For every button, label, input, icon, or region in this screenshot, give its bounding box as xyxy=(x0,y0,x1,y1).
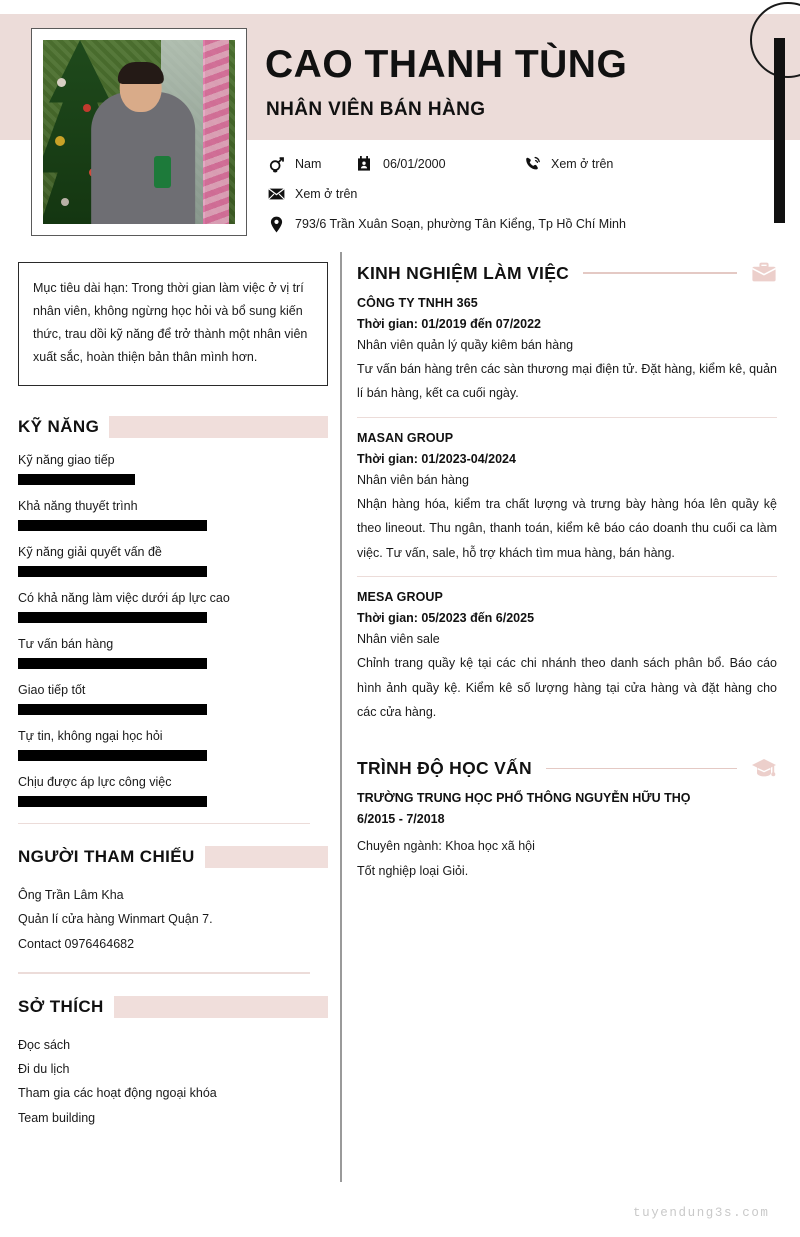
photo-person-hair xyxy=(118,62,164,84)
skill-item xyxy=(18,637,328,669)
skills-heading-label: KỸ NĂNG xyxy=(18,416,100,436)
skill-item xyxy=(18,683,328,715)
objective-text: Mục tiêu dài hạn: Trong thời gian làm việc ở vị trí nhân viên, không ngừng học hỏi và bổ sung kiến thức, trau dồi kỹ năng để trở thành một nhân viên xuất sắc, hoàn thiện bản thân mình hơn. xyxy=(33,281,308,365)
contact-email-text: Xem ở trên xyxy=(295,187,358,201)
contact-row xyxy=(266,185,766,203)
skill-bar-fill xyxy=(18,658,207,669)
photo-ornament xyxy=(83,104,91,112)
list-item: Ông Trần Lâm Kha xyxy=(18,888,124,902)
photo-ornament xyxy=(61,198,69,206)
list-item: Đọc sách xyxy=(18,1037,71,1052)
experience-time: Thời gian: 05/2023 đến 6/2025 xyxy=(357,611,535,626)
experience-description: Chỉnh trang quầy kệ tại các chi nhánh theo danh sách phân bổ. Báo cáo hình ảnh quầy kệ. Kiểm kê số lượng hàng tại cửa hàng và đặt hàng cho các cửa hàng. xyxy=(357,656,777,719)
entry-separator xyxy=(357,576,777,577)
briefcase-icon xyxy=(751,262,777,284)
education-heading xyxy=(357,757,777,779)
profile-photo-frame xyxy=(31,28,247,236)
education-time: 6/2015 - 7/2018 xyxy=(357,812,445,827)
contact-address xyxy=(266,215,626,233)
skill-bar-track xyxy=(18,704,207,715)
email-icon xyxy=(266,185,286,203)
skill-bar-fill xyxy=(18,750,207,761)
left-column xyxy=(18,262,328,1130)
phone-icon xyxy=(522,155,542,173)
list-item: Team building xyxy=(18,1110,96,1125)
skill-label: Tư vấn bán hàng xyxy=(18,636,114,651)
list-item: Tham gia các hoạt động ngoại khóa xyxy=(18,1086,217,1101)
skill-bar-track xyxy=(18,520,207,531)
education-heading-label: TRÌNH ĐỘ HỌC VẤN xyxy=(357,757,532,778)
photo-tinsel xyxy=(203,40,229,224)
section-separator xyxy=(18,972,310,974)
skills-heading xyxy=(18,414,328,440)
photo-ornament xyxy=(55,136,65,146)
entry-separator xyxy=(357,417,777,418)
skill-bar-track xyxy=(18,612,207,623)
skill-bar-track xyxy=(18,566,207,577)
skill-item xyxy=(18,499,328,531)
skill-bar-fill xyxy=(18,520,207,531)
vertical-bar-decoration-icon xyxy=(774,38,785,223)
experience-description: Tư vấn bán hàng trên các sàn thương mại điện tử. Đặt hàng, kiểm kê, quản lí bán hàng, kết ca cuối ngày. xyxy=(357,362,777,401)
experience-entry xyxy=(357,296,777,406)
skill-bar-fill xyxy=(18,704,207,715)
photo-drink-can xyxy=(154,156,171,188)
skill-label: Khả năng thuyết trình xyxy=(18,498,138,513)
experience-time: Thời gian: 01/2023-04/2024 xyxy=(357,451,516,466)
skill-item xyxy=(18,775,328,807)
section-separator xyxy=(18,823,310,825)
skill-bar-track xyxy=(18,658,207,669)
education-school: TRƯỜNG TRUNG HỌC PHỔ THÔNG NGUYỄN HỮU THỌ xyxy=(357,791,691,806)
experience-heading xyxy=(357,262,777,284)
contact-phone xyxy=(522,155,613,173)
contact-block xyxy=(266,155,766,233)
experience-heading-label: KINH NGHIỆM LÀM VIỆC xyxy=(357,262,570,283)
hobbies-heading-label: SỞ THÍCH xyxy=(18,996,104,1016)
reference-list xyxy=(18,883,328,956)
education-entry xyxy=(357,791,777,883)
experience-org: MASAN GROUP xyxy=(357,430,454,445)
skill-bar-track xyxy=(18,796,207,807)
contact-birthday xyxy=(354,155,522,173)
skill-bar-fill xyxy=(18,566,207,577)
skill-bar-fill xyxy=(18,796,207,807)
skill-item xyxy=(18,591,328,623)
photo-ornament xyxy=(57,78,66,87)
reference-heading xyxy=(18,844,328,870)
experience-role: Nhân viên bán hàng xyxy=(357,472,469,487)
skill-bar-track xyxy=(18,750,207,761)
watermark: tuyendung3s.com xyxy=(633,1206,770,1220)
reference-heading-label: NGƯỜI THAM CHIẾU xyxy=(18,847,195,866)
skill-label: Kỹ năng giao tiếp xyxy=(18,452,115,467)
experience-org: CÔNG TY TNHH 365 xyxy=(357,296,478,310)
skill-label: Có khả năng làm việc dưới áp lực cao xyxy=(18,590,230,605)
hobbies-list xyxy=(18,1033,328,1131)
heading-accent-block xyxy=(205,846,328,868)
list-item: Chuyên ngành: Khoa học xã hội xyxy=(357,839,535,854)
contact-birthday-text: 06/01/2000 xyxy=(383,157,446,171)
profile-photo xyxy=(43,40,235,224)
graduation-cap-icon xyxy=(751,757,777,779)
skill-item xyxy=(18,729,328,761)
heading-accent-block xyxy=(109,416,328,438)
page-title: CAO THANH TÙNG xyxy=(265,43,628,86)
skill-label: Tự tin, không ngại học hỏi xyxy=(18,728,163,743)
gender-icon xyxy=(266,155,286,173)
skill-label: Chịu được áp lực công việc xyxy=(18,774,172,789)
contact-gender-text: Nam xyxy=(295,157,322,171)
calendar-icon xyxy=(354,155,374,173)
contact-address-text: 793/6 Trần Xuân Soạn, phường Tân Kiểng, Tp Hồ Chí Minh xyxy=(295,217,626,231)
skill-item xyxy=(18,545,328,577)
experience-entry xyxy=(357,590,777,724)
experience-description: Nhận hàng hóa, kiểm tra chất lượng và trưng bày hàng hóa lên quầy kệ theo lineout. Thu ngân, thanh toán, kiểm kê báo cáo doanh thu cuối ca làm việc. Tư vấn, sale, hỗ trợ khách tìm mua hàng, bán hàng. xyxy=(357,496,777,560)
contact-phone-text: Xem ở trên xyxy=(551,157,614,171)
contact-email xyxy=(266,185,357,203)
heading-rule xyxy=(546,768,737,769)
skill-bar-fill xyxy=(18,474,135,485)
skill-bar-track xyxy=(18,474,207,485)
right-column xyxy=(357,262,777,883)
experience-org: MESA GROUP xyxy=(357,590,443,605)
column-divider xyxy=(340,252,342,1182)
education-details xyxy=(357,834,777,883)
list-item: Contact 0976464682 xyxy=(18,936,135,951)
location-icon xyxy=(266,215,286,233)
list-item: Quản lí cửa hàng Winmart Quận 7. xyxy=(18,912,213,927)
skills-list xyxy=(18,453,328,807)
skill-label: Giao tiếp tốt xyxy=(18,682,86,697)
list-item: Đi du lịch xyxy=(18,1062,70,1076)
contact-gender xyxy=(266,155,354,173)
skill-bar-fill xyxy=(18,612,207,623)
spacer xyxy=(357,733,777,757)
list-item: Tốt nghiệp loại Giỏi. xyxy=(357,863,469,878)
contact-row xyxy=(266,215,766,233)
experience-entry xyxy=(357,431,777,565)
hobbies-heading xyxy=(18,994,328,1020)
experience-role: Nhân viên quản lý quầy kiêm bán hàng xyxy=(357,338,574,352)
job-title: NHÂN VIÊN BÁN HÀNG xyxy=(266,99,486,120)
skill-item xyxy=(18,453,328,485)
experience-role: Nhân viên sale xyxy=(357,632,440,647)
heading-accent-block xyxy=(114,996,328,1018)
contact-row xyxy=(266,155,766,173)
experience-time: Thời gian: 01/2019 đến 07/2022 xyxy=(357,317,541,331)
objective-box xyxy=(18,262,328,386)
skill-label: Kỹ năng giải quyết vấn đề xyxy=(18,544,162,559)
experience-list xyxy=(357,296,777,724)
heading-rule xyxy=(583,272,737,273)
